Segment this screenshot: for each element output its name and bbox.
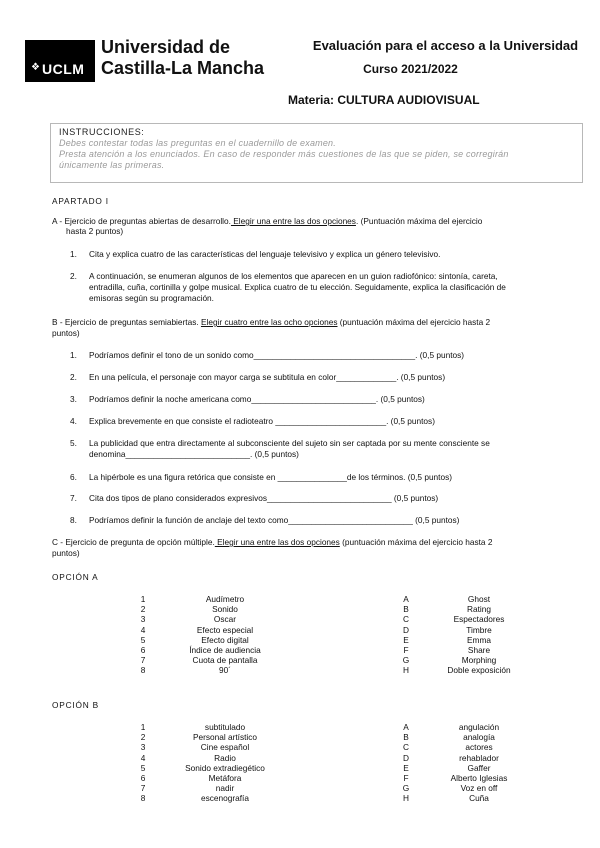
list-item: Oscar — [213, 614, 237, 625]
list-item: D — [403, 752, 409, 763]
part-a-intro — [52, 216, 582, 227]
logo-text: UCLM — [42, 61, 85, 77]
part-b-question-5-line: La publicidad que entra directamente al subconsciente del sujeto sin ser captada por su mente consciente se — [89, 438, 490, 448]
list-item: 4 — [140, 624, 146, 635]
part-a-question-1: Cita y explica cuatro de las características del lenguaje televisivo y explica un género televisivo. — [89, 249, 441, 259]
list-item: Gaffer — [467, 762, 491, 773]
list-item: 2 — [140, 732, 146, 743]
option-b-right-terms — [428, 722, 530, 804]
list-item: Espectadores — [453, 614, 505, 625]
list-item: Cine español — [200, 742, 250, 753]
part-a-intro-post: . (Puntuación máxima del ejercicio — [355, 216, 483, 226]
part-c-intro-line2: puntos) — [52, 548, 80, 558]
question-number: 8. — [70, 515, 77, 525]
list-item: 8 — [140, 665, 146, 676]
list-item: 90´ — [219, 665, 231, 676]
list-item: F — [403, 645, 409, 656]
question-number: 7. — [70, 493, 77, 503]
list-item: Rating — [467, 604, 491, 615]
list-item: Ghost — [467, 594, 491, 604]
list-item: 7 — [140, 655, 146, 666]
part-a-question-2-line: A continuación, se enumeran algunos de los elementos que aparecen en un guion radiofónico: sintonía, careta, — [89, 271, 498, 281]
list-item: 3 — [140, 614, 146, 625]
part-b-intro — [52, 317, 587, 328]
instructions-line: únicamente las primeras. — [59, 160, 165, 170]
list-item: 6 — [140, 773, 146, 784]
university-line2: Castilla-La Mancha — [101, 58, 265, 78]
question-number: 4. — [70, 416, 77, 426]
list-item: Audímetro — [205, 594, 245, 604]
part-b-intro-pre: B - Ejercicio de preguntas semiabiertas. — [52, 317, 201, 327]
list-item: nadir — [215, 783, 235, 794]
list-item: 2 — [140, 604, 146, 615]
option-a-right-terms — [428, 594, 530, 676]
part-b-question-8: Podríamos definir la función de anclaje del texto como___________________________ (0,5 puntos) — [89, 515, 460, 525]
list-item: Morphing — [461, 655, 497, 666]
list-item: Índice de audiencia — [189, 645, 261, 656]
list-item: Cuota de pantalla — [192, 655, 258, 666]
option-a-right-letters — [396, 594, 416, 676]
list-item: Alberto Iglesias — [450, 773, 508, 784]
instructions-title: INSTRUCCIONES: — [59, 127, 145, 137]
part-c-intro-underlined: Elegir una entre las dos opciones — [214, 537, 340, 547]
list-item: 3 — [140, 742, 146, 753]
list-item: 7 — [140, 783, 146, 794]
part-b-intro-underlined: Elegir cuatro entre las ocho opciones — [200, 317, 338, 327]
list-item: D — [403, 624, 409, 635]
list-item: G — [402, 655, 410, 666]
list-item: subtitulado — [204, 722, 246, 732]
list-item: E — [403, 634, 409, 645]
list-item: A — [403, 722, 409, 732]
instructions-line: Presta atención a los enunciados. En caso de responder más cuestiones de las que se piden, se corregirán — [59, 149, 509, 159]
question-number: 2. — [70, 271, 77, 281]
university-line1: Universidad de — [101, 37, 231, 57]
question-number: 2. — [70, 372, 77, 382]
list-item: 5 — [140, 762, 146, 773]
list-item: Voz en off — [460, 783, 498, 794]
part-a-intro-underlined: Elegir una entre las dos opciones — [230, 216, 356, 226]
part-b-question-3: Podríamos definir la noche americana como___________________________. (0,5 puntos) — [89, 394, 425, 404]
list-item: Metáfora — [208, 773, 242, 784]
part-b-intro-line2: puntos) — [52, 328, 80, 338]
list-item: 6 — [140, 645, 146, 656]
part-b-question-5-line: denomina___________________________. (0,5 puntos) — [89, 449, 299, 459]
option-a-left-terms — [165, 594, 285, 676]
list-item: C — [403, 742, 409, 753]
list-item: A — [403, 594, 409, 604]
list-item: escenografía — [201, 793, 249, 804]
part-a-question-2-line: emisoras según su programación. — [89, 293, 214, 303]
part-a-question-2-line: entradilla, cuña, cortinilla y golpe musical. Explica cuatro de tu elección. Seguidamente, explica la clasificación de — [89, 282, 506, 292]
list-item: rehablador — [459, 752, 499, 763]
option-b-right-letters — [396, 722, 416, 804]
question-number: 3. — [70, 394, 77, 404]
list-item: Personal artístico — [192, 732, 258, 743]
list-item: G — [402, 783, 410, 794]
subject: Materia: CULTURA AUDIOVISUAL — [288, 93, 480, 107]
instructions-box — [50, 123, 583, 183]
part-b-question-1: Podríamos definir el tono de un sonido como___________________________________. (0,5 puntos) — [89, 350, 465, 360]
list-item: angulación — [458, 722, 500, 732]
list-item: actores — [465, 742, 493, 753]
course: Curso 2021/2022 — [363, 62, 458, 76]
part-c-intro-pre: C - Ejercicio de pregunta de opción múltiple. — [52, 537, 215, 547]
part-b-question-7: Cita dos tipos de plano considerados expresivos___________________________ (0,5 puntos) — [89, 493, 439, 503]
part-b-question-5 — [89, 438, 589, 460]
uclm-emblem-icon: ❖ — [31, 62, 40, 73]
part-a-intro-line2: hasta 2 puntos) — [66, 226, 124, 236]
question-number: 6. — [70, 472, 77, 482]
option-a-left-numbers — [133, 594, 153, 676]
list-item: analogía — [463, 732, 495, 743]
list-item: 8 — [140, 793, 146, 804]
part-b-question-6: La hipérbole es una figura retórica que consiste en _______________de los términos. (0,5 puntos) — [89, 472, 453, 482]
part-b-intro-post: (puntuación máxima del ejercicio hasta 2 — [337, 317, 491, 327]
option-b-title: OPCIÓN B — [52, 700, 99, 710]
option-b-left-terms — [165, 722, 285, 804]
part-a-intro-pre: A - Ejercicio de preguntas abiertas de desarrollo. — [52, 216, 231, 226]
question-number: 1. — [70, 249, 77, 259]
list-item: Share — [467, 645, 491, 656]
exam-title: Evaluación para el acceso a la Universidad — [312, 38, 579, 53]
part-c-intro-post: (puntuación máxima del ejercicio hasta 2 — [339, 537, 493, 547]
option-b-left-numbers — [133, 722, 153, 804]
question-number: 5. — [70, 438, 77, 448]
list-item: Timbre — [466, 624, 492, 635]
list-item: 1 — [140, 594, 146, 604]
list-item: H — [403, 665, 409, 676]
list-item: Efecto digital — [201, 634, 249, 645]
question-number: 1. — [70, 350, 77, 360]
list-item: Radio — [214, 752, 236, 763]
list-item: B — [403, 604, 409, 615]
list-item: Cuña — [469, 793, 489, 804]
list-item: Sonido — [212, 604, 238, 615]
list-item: 1 — [140, 722, 146, 732]
list-item: Doble exposición — [447, 665, 511, 676]
list-item: Sonido extradiegético — [185, 762, 265, 773]
part-b-question-4: Explica brevemente en que consiste el radioteatro ________________________. (0,5 puntos) — [89, 416, 435, 426]
section-title: APARTADO I — [52, 196, 109, 206]
instructions-line: Debes contestar todas las preguntas en el cuadernillo de examen. — [59, 138, 336, 148]
list-item: B — [403, 732, 409, 743]
list-item: F — [403, 773, 409, 784]
option-a-title: OPCIÓN A — [52, 572, 99, 582]
list-item: E — [403, 762, 409, 773]
list-item: Efecto especial — [196, 624, 254, 635]
part-a-question-2 — [89, 271, 589, 304]
part-b-question-2: En una película, el personaje con mayor carga se subtitula en color_____________. (0,5 puntos) — [89, 372, 446, 382]
list-item: 4 — [140, 752, 146, 763]
university-name — [101, 37, 264, 79]
part-c-intro — [52, 537, 587, 548]
list-item: C — [403, 614, 409, 625]
list-item: Emma — [467, 634, 491, 645]
list-item: 5 — [140, 634, 146, 645]
list-item: H — [403, 793, 409, 804]
